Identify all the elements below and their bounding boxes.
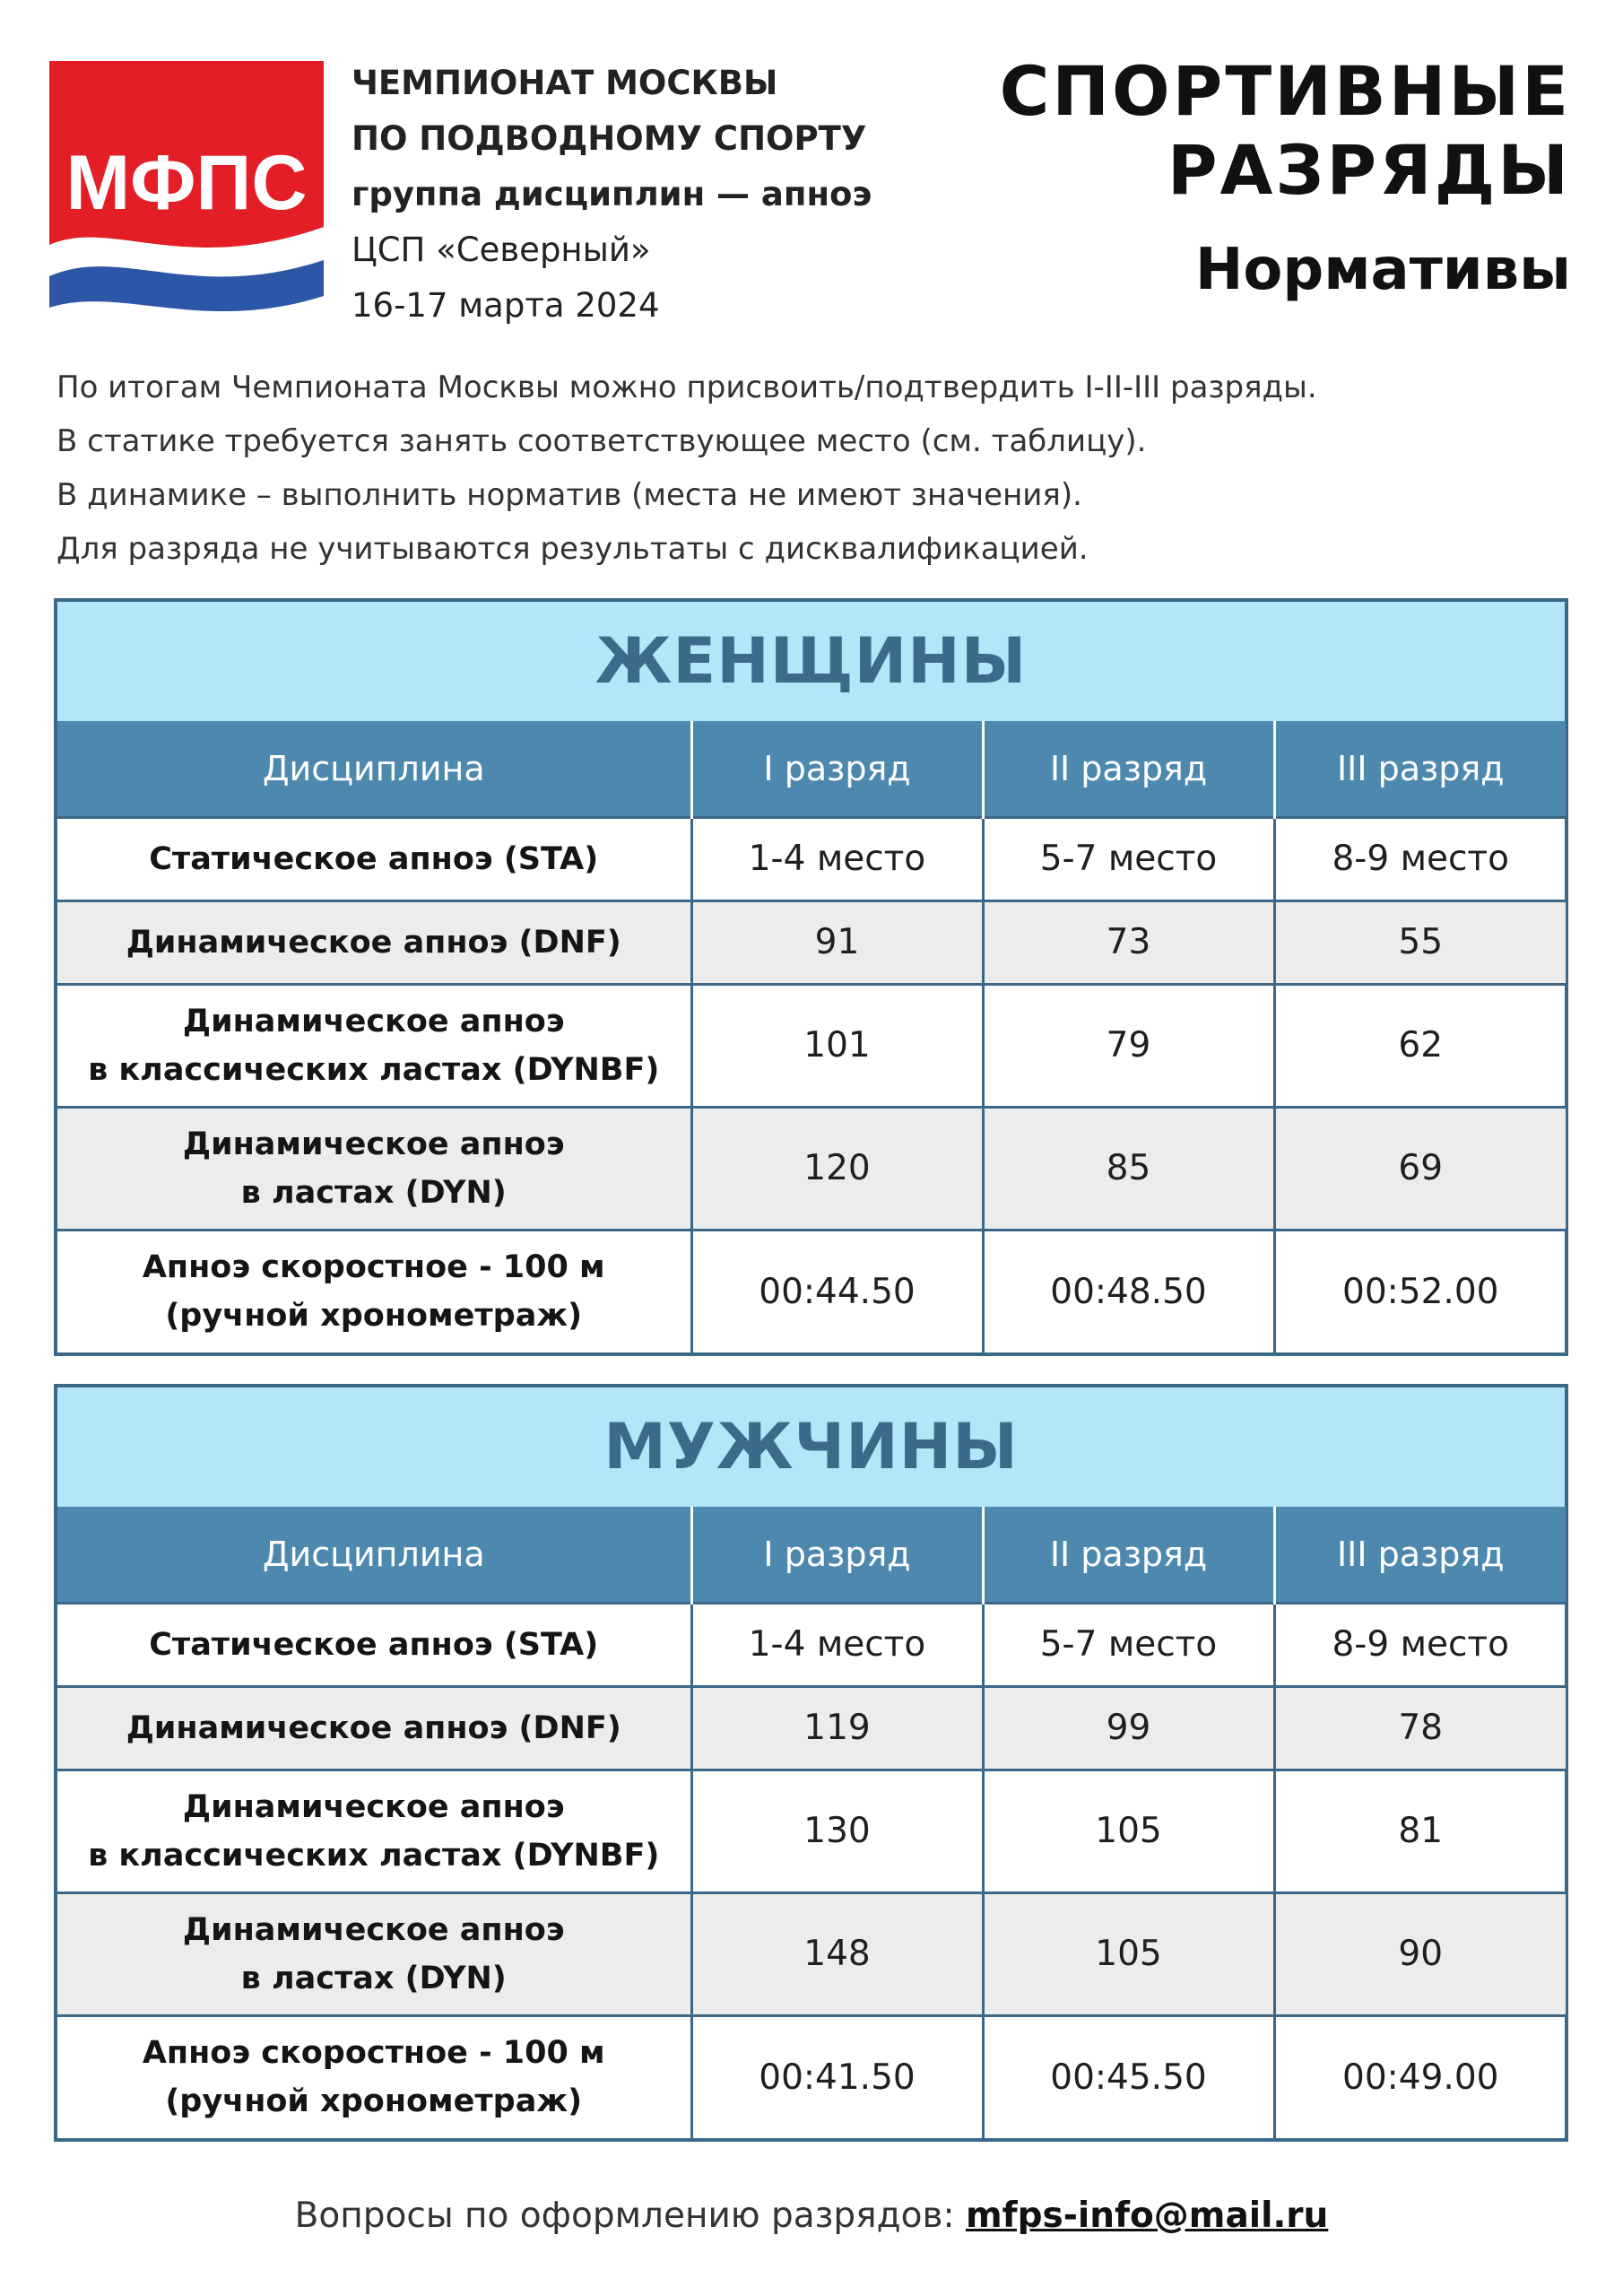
value-cell: 00:41.50 <box>691 2015 983 2138</box>
value-cell: 79 <box>983 984 1274 1107</box>
discipline-cell <box>57 1603 691 1686</box>
column-header-rank-1: I разряд <box>691 1507 983 1603</box>
table-header-row <box>57 721 1566 817</box>
value-cell: 119 <box>691 1686 983 1770</box>
value-cell: 1-4 место <box>691 817 983 900</box>
footer-text: Вопросы по оформлению разрядов: <box>294 2196 966 2236</box>
event-venue: ЦСП «Северный» <box>352 230 651 269</box>
discipline-name: Динамическое апноэ <box>182 1788 565 1825</box>
value-cell: 73 <box>983 900 1274 984</box>
value-cell: 148 <box>691 1892 983 2015</box>
value-cell: 91 <box>691 900 983 984</box>
table-row <box>57 1892 1566 2015</box>
table-row <box>57 1107 1566 1230</box>
discipline-cell <box>57 2015 691 2138</box>
intro-line: В статике требуется занять соответствующее место (см. таблицу). <box>56 423 1147 459</box>
column-header-rank-2: II разряд <box>983 721 1274 817</box>
page-subtitle: Нормативы <box>1194 237 1571 303</box>
value-cell: 62 <box>1274 984 1566 1107</box>
value-cell: 90 <box>1274 1892 1566 2015</box>
intro-line: Для разряда не учитываются результаты с дисквалификацией. <box>56 531 1089 567</box>
value-cell: 55 <box>1274 900 1566 984</box>
discipline-name-detail: (ручной хронометраж) <box>165 1298 583 1335</box>
value-cell: 105 <box>983 1770 1274 1892</box>
table-row <box>57 1770 1566 1892</box>
men-heading: МУЖЧИНЫ <box>57 1387 1565 1507</box>
value-cell: 101 <box>691 984 983 1107</box>
table-row <box>57 1603 1566 1686</box>
discipline-cell <box>57 1686 691 1770</box>
table-row <box>57 817 1566 900</box>
discipline-cell <box>57 1107 691 1230</box>
table-row <box>57 900 1566 984</box>
discipline-name: Динамическое апноэ <box>182 1003 565 1039</box>
discipline-name-detail: в ластах (DYN) <box>240 1174 507 1211</box>
discipline-name: Динамическое апноэ (DNF) <box>126 1709 621 1746</box>
discipline-name: Статическое апноэ (STA) <box>149 840 599 877</box>
page-title-line-1: СПОРТИВНЫЕ <box>999 51 1571 131</box>
discipline-name-detail: в ластах (DYN) <box>240 1960 507 1996</box>
discipline-cell <box>57 984 691 1107</box>
table-row <box>57 2015 1566 2138</box>
discipline-name: Динамическое апноэ (DNF) <box>126 924 621 961</box>
discipline-cell <box>57 1230 691 1352</box>
column-header-discipline: Дисциплина <box>57 1507 691 1603</box>
standards-table <box>57 1507 1566 2138</box>
event-title-line-3: группа дисциплин — апноэ <box>352 175 872 213</box>
standards-table <box>57 721 1566 1352</box>
value-cell: 5-7 место <box>983 817 1274 900</box>
discipline-name: Динамическое апноэ <box>182 1126 565 1162</box>
value-cell: 00:44.50 <box>691 1230 983 1352</box>
discipline-cell <box>57 1770 691 1892</box>
mfps-logo <box>49 61 324 326</box>
men-standards-table <box>54 1384 1568 2142</box>
table-row <box>57 1230 1566 1352</box>
women-heading: ЖЕНЩИНЫ <box>57 602 1565 721</box>
column-header-rank-2: II разряд <box>983 1507 1274 1603</box>
table-row <box>57 1686 1566 1770</box>
logo-text: МФПС <box>65 140 308 226</box>
table-row <box>57 984 1566 1107</box>
value-cell: 105 <box>983 1892 1274 2015</box>
discipline-name-detail: в классических ластах (DYNBF) <box>88 1837 660 1874</box>
value-cell: 00:52.00 <box>1274 1230 1566 1352</box>
column-header-rank-3: III разряд <box>1274 1507 1566 1603</box>
value-cell: 00:45.50 <box>983 2015 1274 2138</box>
discipline-name: Апноэ скоростное - 100 м <box>142 2035 605 2072</box>
column-header-rank-1: I разряд <box>691 721 983 817</box>
contact-email-link[interactable]: mfps-info@mail.ru <box>965 2196 1329 2236</box>
discipline-cell <box>57 817 691 900</box>
page-title-line-2: РАЗРЯДЫ <box>1167 130 1571 210</box>
intro-line: По итогам Чемпионата Москвы можно присвоить/подтвердить I-II-III разряды. <box>56 370 1317 405</box>
value-cell: 8-9 место <box>1274 817 1566 900</box>
value-cell: 5-7 место <box>983 1603 1274 1686</box>
value-cell: 1-4 место <box>691 1603 983 1686</box>
intro-text <box>56 361 1572 576</box>
event-dates: 16-17 марта 2024 <box>352 286 660 325</box>
value-cell: 120 <box>691 1107 983 1230</box>
discipline-name-detail: в классических ластах (DYNBF) <box>88 1051 660 1088</box>
value-cell: 78 <box>1274 1686 1566 1770</box>
column-header-rank-3: III разряд <box>1274 721 1566 817</box>
value-cell: 130 <box>691 1770 983 1892</box>
event-info <box>352 56 907 334</box>
value-cell: 00:48.50 <box>983 1230 1274 1352</box>
value-cell: 00:49.00 <box>1274 2015 1566 2138</box>
discipline-cell <box>57 900 691 984</box>
footer-contact <box>0 2196 1623 2236</box>
page-title-block <box>1000 52 1571 303</box>
value-cell: 85 <box>983 1107 1274 1230</box>
value-cell: 8-9 место <box>1274 1603 1566 1686</box>
table-header-row <box>57 1507 1566 1603</box>
discipline-name: Статическое апноэ (STA) <box>149 1626 599 1663</box>
column-header-discipline: Дисциплина <box>57 721 691 817</box>
value-cell: 69 <box>1274 1107 1566 1230</box>
value-cell: 99 <box>983 1686 1274 1770</box>
event-title-line-2: ПО ПОДВОДНОМУ СПОРТУ <box>352 119 867 158</box>
intro-line: В динамике – выполнить норматив (места не имеют значения). <box>56 477 1082 513</box>
event-title-line-1: ЧЕМПИОНАТ МОСКВЫ <box>352 64 778 102</box>
discipline-name-detail: (ручной хронометраж) <box>165 2083 583 2120</box>
discipline-name: Апноэ скоростное - 100 м <box>142 1249 605 1286</box>
discipline-name: Динамическое апноэ <box>182 1911 565 1948</box>
discipline-cell <box>57 1892 691 2015</box>
women-standards-table <box>54 598 1568 1356</box>
value-cell: 81 <box>1274 1770 1566 1892</box>
